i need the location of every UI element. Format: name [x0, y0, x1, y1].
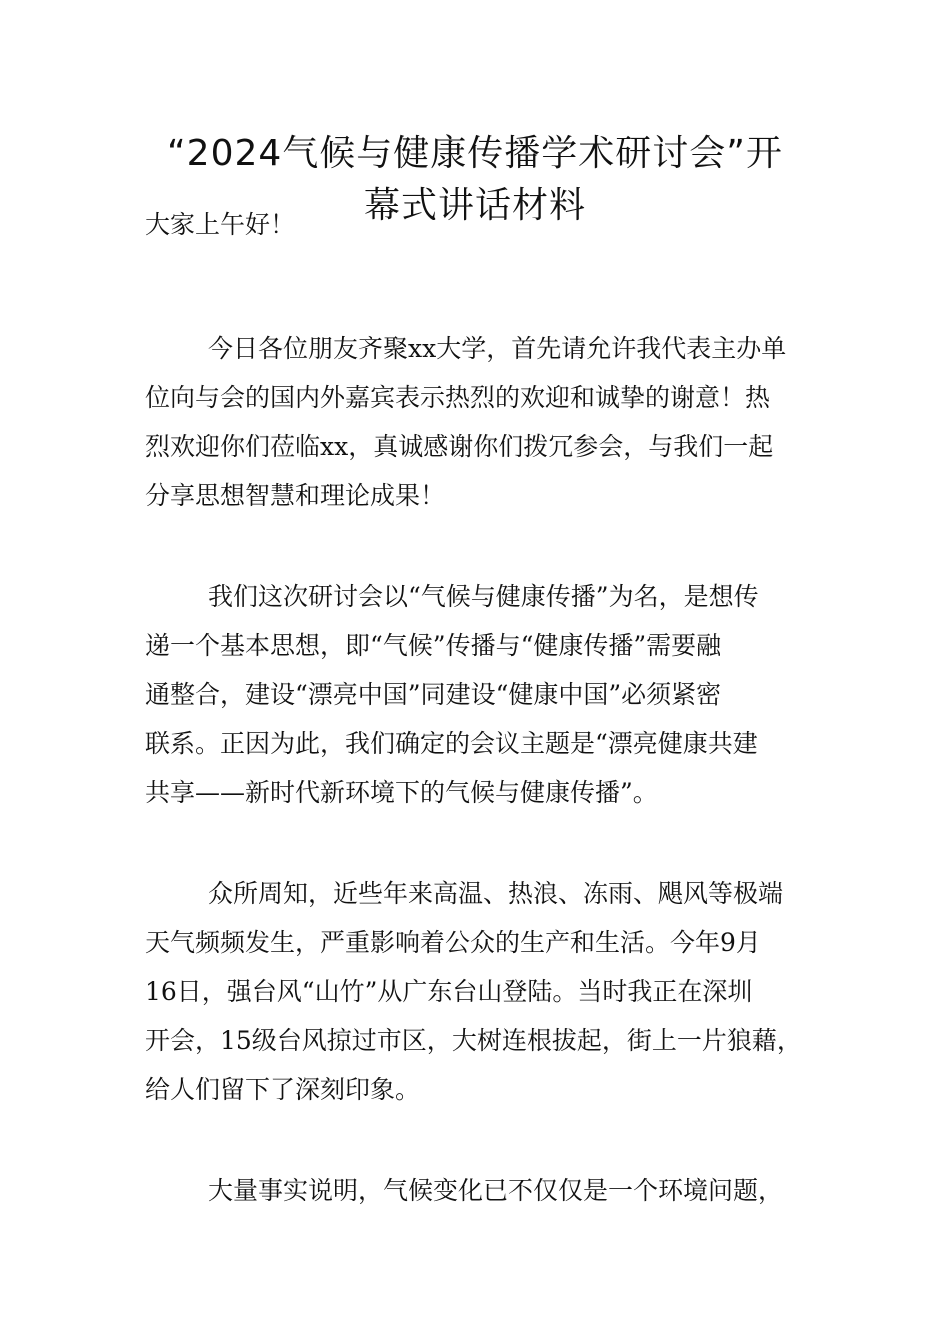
paragraph-line: 给人们留下了深刻印象。	[145, 1075, 421, 1104]
title-line: “2024气候与健康传播学术研讨会”开	[167, 133, 783, 174]
paragraph-line: 分享思想智慧和理论成果！	[145, 481, 446, 510]
title-line: 幕式讲话材料	[363, 185, 586, 226]
paragraph-line: 烈欢迎你们莅临xx，真诚感谢你们拨冗参会，与我们一起	[145, 432, 774, 461]
paragraph-line: 通整合，建设“漂亮中国”同建设“健康中国”必须紧密	[145, 680, 722, 709]
paragraph-line: 大量事实说明，气候变化已不仅仅是一个环境问题，	[208, 1176, 784, 1205]
greeting: 大家上午好！	[145, 210, 296, 239]
paragraph-line: 众所周知，近些年来高温、热浪、冻雨、飓风等极端	[208, 879, 784, 908]
paragraph-line: 联系。正因为此，我们确定的会议主题是“漂亮健康共建	[145, 729, 758, 758]
paragraph-line: 位向与会的国内外嘉宾表示热烈的欢迎和诚挚的谢意！热	[145, 383, 771, 412]
paragraph-line: 开会，15级台风掠过市区，大树连根拔起，街上一片狼藉，	[145, 1026, 802, 1055]
paragraph-extreme-weather	[145, 869, 835, 1114]
paragraph-line: 16日，强台风“山竹”从广东台山登陆。当时我正在深圳	[145, 977, 753, 1006]
paragraph-line: 共享——新时代新环境下的气候与健康传播”。	[145, 778, 658, 807]
paragraph-line: 天气频频发生，严重影响着公众的生产和生活。今年9月	[145, 928, 761, 957]
paragraph-line: 我们这次研讨会以“气候与健康传播”为名，是想传	[208, 582, 759, 611]
paragraph-climate-change	[145, 1166, 835, 1215]
paragraph-welcome	[145, 324, 835, 520]
paragraph-line: 今日各位朋友齐聚xx大学，首先请允许我代表主办单	[208, 334, 787, 363]
paragraph-theme	[145, 572, 835, 817]
paragraph-line: 递一个基本思想，即“气候”传播与“健康传播”需要融	[145, 631, 722, 660]
